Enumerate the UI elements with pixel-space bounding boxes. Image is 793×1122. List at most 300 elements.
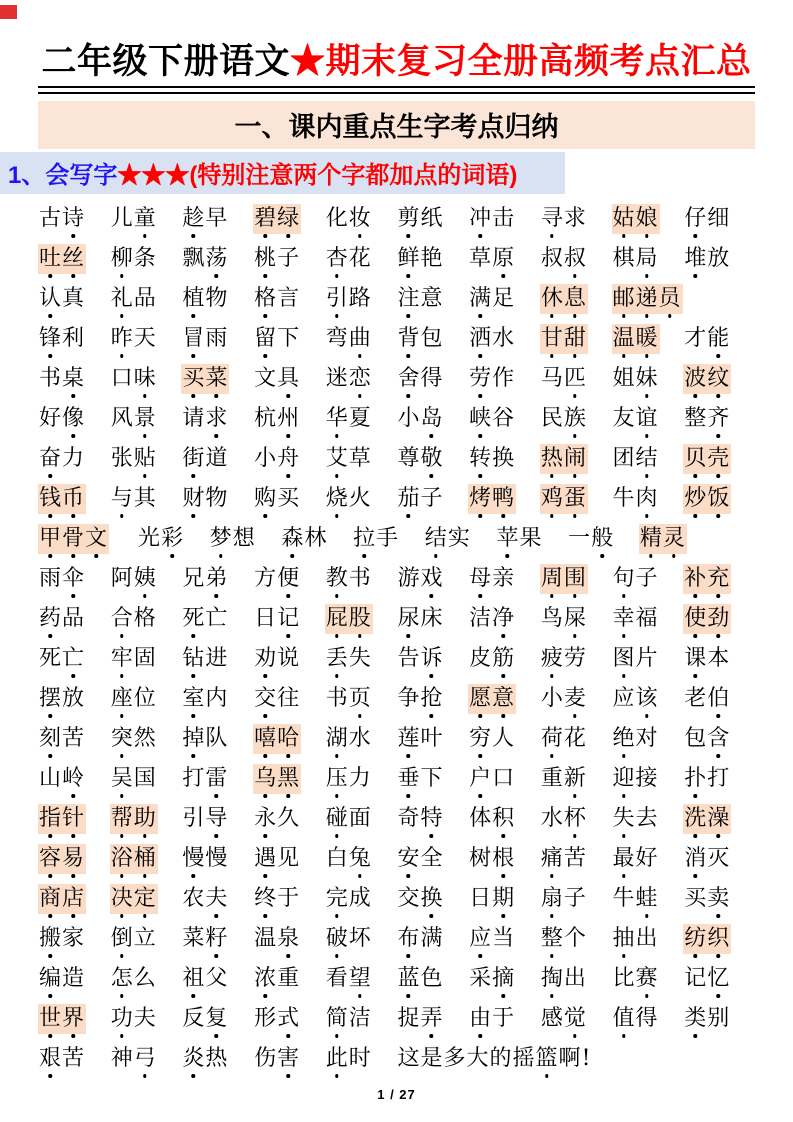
word-character: 杏 <box>326 244 348 274</box>
word-character: 贴 <box>134 444 156 474</box>
word-character: 绝 <box>613 724 635 754</box>
word-cell <box>396 444 468 474</box>
star-rating-icon: ★★★ <box>117 161 190 189</box>
word-character: 争 <box>397 685 420 711</box>
word-character: 个 <box>563 925 586 951</box>
word-row <box>38 564 755 604</box>
word-character: 州 <box>277 404 299 434</box>
word-character: 路 <box>348 285 371 311</box>
word <box>396 364 444 394</box>
word-character: 蓝 <box>397 964 419 994</box>
word-character: 尊 <box>397 445 420 471</box>
word-character: 队 <box>205 725 228 751</box>
word-cell <box>38 524 109 554</box>
word-cell <box>612 684 684 714</box>
word-cell <box>38 604 110 634</box>
word-row <box>38 964 755 1004</box>
word-character: 对 <box>635 725 658 751</box>
word-character: 子 <box>563 885 586 911</box>
word-cell <box>540 964 612 994</box>
word-character: 华 <box>326 404 348 434</box>
word-character: 力 <box>348 765 371 791</box>
word-character: 洁 <box>469 605 492 631</box>
word <box>468 404 516 434</box>
word-cell <box>396 884 468 914</box>
word-character: 放 <box>62 685 85 711</box>
word-cell <box>612 964 684 994</box>
word-character: 妹 <box>636 364 658 394</box>
word-cell <box>181 204 253 234</box>
word-row <box>38 444 755 484</box>
word-character: 谷 <box>492 405 515 431</box>
word-character: 丢 <box>326 644 348 674</box>
word-cell <box>325 924 397 954</box>
word-character: 老 <box>684 685 707 711</box>
word-character: 亡 <box>62 644 84 674</box>
word-character: 神 <box>110 1045 133 1071</box>
word-character: 垂 <box>397 764 419 794</box>
word <box>181 484 229 514</box>
word-cell <box>468 804 540 834</box>
word-character: 齐 <box>707 404 729 434</box>
word-cell <box>612 604 684 634</box>
word-cell <box>38 404 110 434</box>
word-highlighted <box>110 884 158 914</box>
word-character: 友 <box>612 405 635 431</box>
word-character: 充 <box>707 564 729 594</box>
word-cell <box>540 324 612 354</box>
word-character: 遇 <box>254 844 276 874</box>
section-header <box>38 101 755 149</box>
word <box>181 444 229 474</box>
word-cell <box>612 404 684 434</box>
word-character: 堆 <box>684 244 706 274</box>
word-cell <box>253 804 325 834</box>
word-highlighted <box>683 604 731 634</box>
word-character: 日 <box>254 605 277 631</box>
word <box>495 524 543 554</box>
word-character: 早 <box>205 205 228 231</box>
word-character: 子 <box>277 245 300 271</box>
word-character: 弯 <box>325 325 348 351</box>
word-cell <box>110 924 182 954</box>
word-cell <box>683 924 755 954</box>
word-character: 苦 <box>62 1045 85 1071</box>
word-highlighted <box>540 564 588 594</box>
word-cell <box>110 364 182 394</box>
word-highlighted <box>540 484 588 514</box>
word <box>181 724 229 754</box>
word <box>253 684 301 714</box>
word-cell <box>495 524 567 554</box>
word-character: 族 <box>564 404 586 434</box>
word <box>110 484 158 514</box>
word <box>280 524 328 554</box>
word-cell <box>468 604 540 634</box>
word-character: 文 <box>254 365 277 391</box>
word-character: 澡 <box>707 804 729 834</box>
word-highlighted <box>468 484 516 514</box>
word-cell <box>181 764 253 794</box>
word-character: 草 <box>348 445 371 471</box>
word-cell <box>181 644 253 674</box>
word-cell <box>38 684 110 714</box>
word <box>181 324 229 354</box>
word <box>325 444 373 474</box>
word <box>396 444 444 474</box>
word-character: 昨 <box>111 324 133 354</box>
word-character: 啊 <box>558 1045 581 1071</box>
word <box>110 964 158 994</box>
word-character: 片 <box>635 645 658 671</box>
word-character: 母 <box>469 564 491 594</box>
word-character: 光 <box>138 525 161 551</box>
word-cell <box>468 1004 540 1034</box>
word-character: 突 <box>111 724 133 754</box>
word-character: 使 <box>684 604 706 634</box>
word-character: 书 <box>39 365 62 391</box>
word-character: 绿 <box>277 204 299 234</box>
word-cell <box>683 324 755 354</box>
word-cell <box>325 1044 397 1074</box>
word-character: 游 <box>397 565 420 591</box>
word-character: 原 <box>492 244 514 274</box>
word-character: 导 <box>205 804 227 834</box>
word-character: 好 <box>39 405 62 431</box>
word-cell <box>396 324 468 354</box>
word-cell <box>396 404 468 434</box>
word-character: 礼 <box>111 284 133 314</box>
word-highlighted <box>38 484 86 514</box>
word-character: 浓 <box>254 964 276 994</box>
word-cell <box>683 444 755 474</box>
subtitle-number: 1、 <box>8 161 46 189</box>
word <box>325 764 373 794</box>
word-character: 交 <box>397 885 420 911</box>
word-cell <box>110 964 182 994</box>
word-character: 决 <box>111 884 133 914</box>
word-character: 森 <box>281 524 303 554</box>
word-cell <box>38 564 110 594</box>
word <box>468 844 516 874</box>
word-cell <box>683 1004 755 1034</box>
word-character: 温 <box>613 324 635 354</box>
word <box>396 244 444 274</box>
word-character: 水 <box>540 805 563 831</box>
word-cell <box>181 244 253 274</box>
word-character: 莲 <box>397 724 419 754</box>
word-character: 倒 <box>111 924 133 954</box>
word-cell <box>110 1004 182 1034</box>
word-cell <box>38 804 110 834</box>
word-character: 失 <box>613 804 635 834</box>
word-cell <box>396 684 468 714</box>
word-character: 击 <box>492 205 515 231</box>
word-cell <box>683 764 755 794</box>
word <box>325 284 373 314</box>
word-character: 闹 <box>564 444 586 474</box>
word-character: 慢 <box>182 844 204 874</box>
word-character: 花 <box>563 725 586 751</box>
word-character: 天 <box>133 325 156 351</box>
word-character: 劝 <box>254 644 276 674</box>
word-character: 时 <box>348 1045 371 1071</box>
word-character: 艳 <box>420 245 443 271</box>
word-character: 麦 <box>564 684 586 714</box>
word-cell <box>181 844 253 874</box>
word-character: 痛 <box>541 844 563 874</box>
word-cell <box>110 764 182 794</box>
word-character: 满 <box>469 284 491 314</box>
word-character: 易 <box>62 844 84 874</box>
word <box>612 844 660 874</box>
word-character: 阿 <box>110 565 133 591</box>
word-character: 团 <box>612 445 635 471</box>
word-cell <box>325 804 397 834</box>
word-character: 剪 <box>397 204 419 234</box>
word <box>325 364 373 394</box>
word-cell <box>110 684 182 714</box>
word-cell <box>137 524 209 554</box>
word-character: 化 <box>325 205 348 231</box>
word-character: 骨 <box>62 524 84 554</box>
word-cell <box>468 724 540 754</box>
word-character: 纺 <box>684 924 706 954</box>
word-character: 壳 <box>707 444 729 474</box>
word-cell <box>110 604 182 634</box>
word-row <box>38 404 755 444</box>
word-character: 亡 <box>205 605 228 631</box>
word <box>683 204 731 234</box>
word-character: 温 <box>254 925 277 951</box>
word-character: 雨 <box>205 325 228 351</box>
word-cell <box>540 204 612 234</box>
word <box>612 804 660 834</box>
word <box>396 844 444 874</box>
word-cell <box>181 284 253 314</box>
word <box>325 1044 373 1074</box>
word-character: 品 <box>62 605 85 631</box>
word-cell <box>683 804 755 834</box>
word-character: 杭 <box>254 405 277 431</box>
word-cell <box>683 204 755 234</box>
word-character: 伯 <box>707 684 729 714</box>
word-row <box>38 804 755 844</box>
word-character: 寻 <box>541 204 563 234</box>
word-character: 像 <box>62 404 84 434</box>
word-cell <box>38 884 110 914</box>
word <box>468 764 516 794</box>
word-cell <box>683 724 755 754</box>
word-character: 菜 <box>182 925 205 951</box>
word-cell <box>683 604 755 634</box>
word-highlighted <box>612 204 660 234</box>
word-character: 火 <box>348 485 371 511</box>
word-character: 的 <box>489 1045 512 1071</box>
word-cell <box>683 884 755 914</box>
word-character: 记 <box>684 965 707 991</box>
word-cell <box>683 964 755 994</box>
word-cell <box>253 244 325 274</box>
word-character: 方 <box>254 565 277 591</box>
word <box>540 964 588 994</box>
word-character: 冲 <box>469 204 491 234</box>
word-character: 白 <box>325 845 348 871</box>
word-cell <box>181 604 253 634</box>
word-character: 失 <box>348 645 371 671</box>
word-character: 湖 <box>326 724 348 754</box>
word-character: 利 <box>62 325 85 351</box>
word-row <box>38 324 755 364</box>
word-character: 舍 <box>397 364 419 394</box>
word-character: 害 <box>277 1044 299 1074</box>
word <box>540 924 588 954</box>
word-character: 植 <box>182 284 204 314</box>
word-character: 摆 <box>39 684 61 714</box>
word <box>181 884 229 914</box>
corner-watermark <box>0 5 17 19</box>
word <box>540 244 588 274</box>
word-character: 匹 <box>564 364 586 394</box>
word-cell <box>325 564 397 594</box>
word-character: 与 <box>111 484 133 514</box>
word-character: 乌 <box>254 764 276 794</box>
word-character: 手 <box>376 525 399 551</box>
word-character: 精 <box>640 524 662 554</box>
word-cell <box>612 284 683 314</box>
word-cell <box>396 204 468 234</box>
word-character: 大 <box>466 1045 489 1071</box>
word-character: 留 <box>254 324 276 354</box>
word-character: 望 <box>349 964 371 994</box>
word <box>325 404 373 434</box>
word-highlighted <box>38 1004 86 1034</box>
word-cell <box>612 884 684 914</box>
word-character: 卖 <box>707 884 729 914</box>
word-cell <box>253 884 325 914</box>
word-row <box>38 484 755 524</box>
word-cell <box>253 724 325 754</box>
word-cell <box>639 524 711 554</box>
word <box>683 684 731 714</box>
word <box>325 484 373 514</box>
word-highlighted <box>38 804 86 834</box>
word-highlighted <box>468 684 516 714</box>
word-cell <box>683 404 755 434</box>
word-cell <box>110 244 182 274</box>
word-character: 戏 <box>420 564 442 594</box>
word-character: 捉 <box>397 1005 420 1031</box>
word-cell <box>612 844 684 874</box>
word-cell <box>181 884 253 914</box>
word-character: 买 <box>684 885 707 911</box>
word-cell <box>468 764 540 794</box>
word-row <box>38 244 755 284</box>
word <box>612 604 660 634</box>
word-character: 重 <box>540 765 563 791</box>
word-character: 造 <box>62 965 85 991</box>
word <box>683 244 731 274</box>
word-character: 奇 <box>397 805 420 831</box>
word-character: 整 <box>684 405 707 431</box>
word <box>612 924 660 954</box>
word-row <box>38 524 755 564</box>
word <box>396 324 444 354</box>
word-cell <box>540 644 612 674</box>
word <box>253 964 301 994</box>
word <box>468 204 516 234</box>
word-character: 去 <box>635 805 658 831</box>
word-character: 固 <box>133 645 156 671</box>
word-character: 灵 <box>663 524 685 554</box>
word-cell <box>468 204 540 234</box>
word-cell <box>253 764 325 794</box>
word <box>540 204 588 234</box>
word <box>683 644 731 674</box>
word-cell <box>110 884 182 914</box>
word-character: 新 <box>564 764 586 794</box>
word-character: 甲 <box>39 524 61 554</box>
word-cell <box>181 804 253 834</box>
word-row <box>38 844 755 884</box>
word-character: 店 <box>62 884 84 914</box>
word-cell <box>110 444 182 474</box>
word <box>181 964 229 994</box>
word-highlighted <box>612 324 660 354</box>
word-cell <box>325 644 397 674</box>
word-highlighted <box>612 284 683 314</box>
word-character: 钱 <box>39 484 61 514</box>
word-cell <box>325 204 397 234</box>
page-number: 1 / 27 <box>377 1086 416 1102</box>
word-cell <box>612 244 684 274</box>
word-character: 买 <box>182 364 204 394</box>
word-cell <box>38 1004 110 1034</box>
word-character: 屎 <box>564 604 586 634</box>
word-row <box>38 1004 755 1044</box>
word-cell <box>181 564 253 594</box>
word <box>612 764 660 794</box>
word-character: 街 <box>182 444 204 474</box>
word <box>540 1004 588 1034</box>
word-highlighted <box>683 364 731 394</box>
word-character: 其 <box>133 485 156 511</box>
word-character: 该 <box>636 684 658 714</box>
word-row <box>38 284 755 324</box>
word-character: 碧 <box>254 204 276 234</box>
word <box>253 244 301 274</box>
word-character: 便 <box>277 564 299 594</box>
word-character: 雨 <box>39 565 62 591</box>
word-cell <box>253 364 325 394</box>
word <box>612 364 660 394</box>
word <box>540 724 588 754</box>
word-cell <box>253 924 325 954</box>
word <box>683 404 731 434</box>
word-character: 编 <box>39 964 61 994</box>
word-character: 真 <box>62 285 85 311</box>
word-character: 重 <box>277 965 300 991</box>
word-character: 座 <box>111 684 133 714</box>
word-character: 认 <box>39 284 61 314</box>
word-character: 奋 <box>39 444 61 474</box>
word <box>396 764 444 794</box>
word-cell <box>253 444 325 474</box>
word-character: 结 <box>636 444 658 474</box>
word <box>612 244 660 274</box>
word-character: 桌 <box>62 364 84 394</box>
word <box>325 964 373 994</box>
